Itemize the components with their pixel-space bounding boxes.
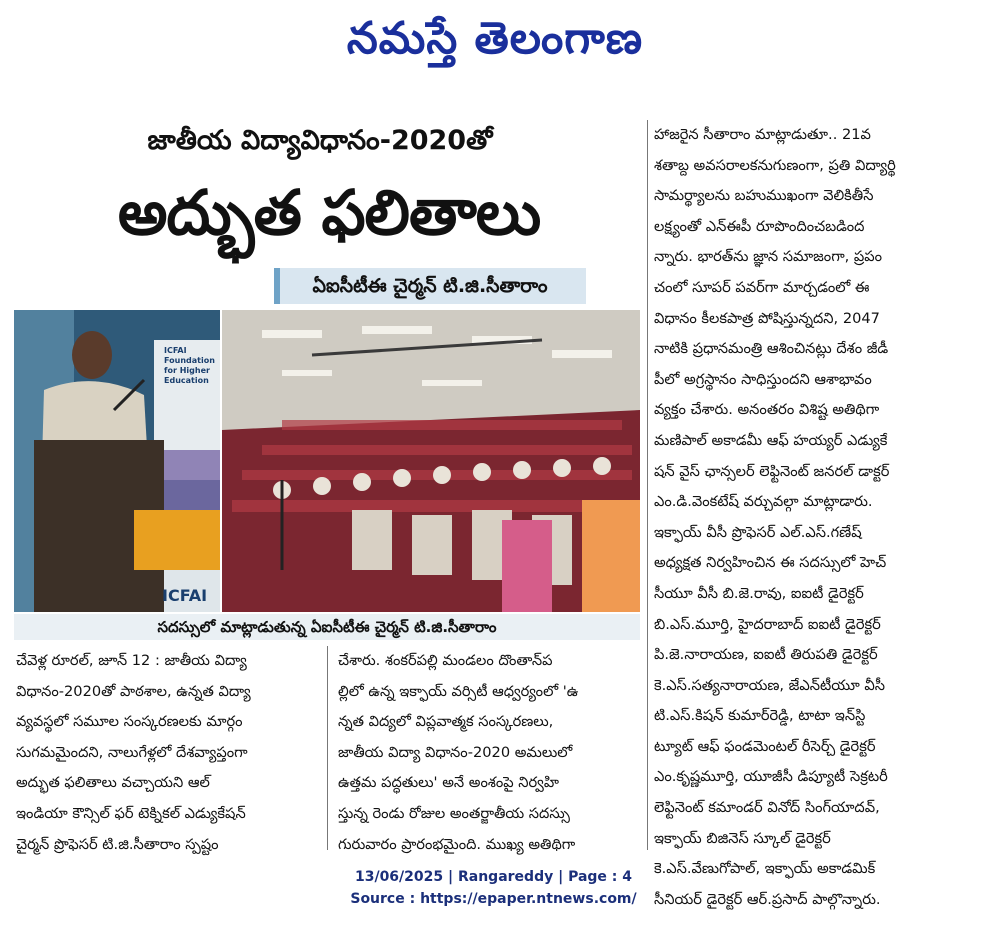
footer-source: Source : https://epaper.ntnews.com/	[350, 891, 637, 907]
article-text-line: స్తున్న రెండు రోజుల అంతర్జాతీయ సదస్సు	[338, 804, 570, 822]
article-text-line: సుగమమైందని, నాలుగేళ్లలో దేశవ్యాప్తంగా	[16, 743, 248, 761]
article-text-line: హాజరైన సీతారాం మాట్లాడుతూ.. 21వ	[654, 126, 871, 143]
article-text-line: నాటికి ప్రధానమంత్రి ఆశించినట్లు దేశం జీడీ	[654, 340, 889, 358]
article-text-line: చైర్మన్ ప్రొఫెసర్ టి.జి.సీతారాం స్పష్టం	[16, 835, 219, 853]
audience-illustration	[222, 310, 640, 612]
article-text-line: న్నారు. భారత్‌ను జ్ఞాన సమాజంగా, ప్రపం	[654, 248, 883, 266]
article-text-line: పీలో అగ్రస్థానం సాధిస్తుందని ఆశాభావం	[654, 370, 872, 388]
newspaper-masthead: నమస్తే తెలంగాణ	[346, 13, 644, 64]
article-text-line: వ్యక్తం చేశారు. అనంతరం విశిష్ట అతిథిగా	[654, 401, 880, 419]
article-text-line: జాతీయ విద్యా విధానం-2020 అమలులో	[338, 743, 573, 761]
article-text-line: ల్లిలో ఉన్న ఇక్ఫాయ్ వర్సిటీ ఆధ్వర్యంలో 'ఉ	[338, 682, 579, 700]
article-text-line: విధానం-2020తో పాఠశాల, ఉన్నత విద్యా	[16, 682, 251, 700]
article-column-3	[654, 120, 970, 915]
article-text-line: ఇక్ఫాయ్ బిజినెస్ స్కూల్ డైరెక్టర్	[654, 829, 831, 847]
article-text-line: చంలో సూపర్ పవర్‌గా మార్చడంలో ఈ	[654, 278, 870, 296]
article-text-line: శతాబ్ద అవసరాలకనుగుణంగా, ప్రతి విద్యార్థి	[654, 156, 896, 174]
article-text-line: చేవెళ్ల రూరల్, జూన్ 12 : జాతీయ విద్యా	[16, 652, 247, 669]
article-text-line: బి.ఎస్.మూర్తి, హైదరాబాద్ ఐఐటీ డైరెక్టర్	[654, 615, 881, 633]
article-text-line: ఇండియా కౌన్సిల్ ఫర్ టెక్నికల్ ఎడ్యుకేషన్	[16, 804, 246, 822]
article-subhead: ఏఐసీటీఈ చైర్మన్ టి.జి.సీతారాం	[312, 275, 548, 297]
article-column-2	[338, 646, 642, 860]
photo-caption: సదస్సులో మాట్లాడుతున్న ఏఐసీటీఈ చైర్మన్ టి.జి.సీతారాం	[14, 614, 640, 640]
article-text-line: అద్భుత ఫలితాలు వచ్చాయని ఆల్	[16, 774, 210, 792]
article-text-line: ట్యూట్ ఆఫ్ ఫండమెంటల్ రీసెర్చ్ డైరెక్టర్	[654, 737, 876, 755]
article-text-line: విధానం కీలకపాత్ర పోషిస్తున్నదని, 2047	[654, 309, 880, 327]
article-text-line: వ్యవస్థలో సమూల సంస్కరణలకు మార్గం	[16, 713, 243, 731]
article-text-line: సీయూ వీసీ బి.జె.రావు, ఐఐటీ డైరెక్టర్	[654, 584, 864, 602]
article-kicker: జాతీయ విద్యావిధానం-2020తో	[147, 125, 493, 156]
column-divider	[327, 646, 328, 850]
article-text-line: కె.ఎస్.వేణుగోపాల్, ఇక్ఫాయ్ అకాడమిక్	[654, 860, 876, 878]
photo-sign-short-text: ICFAI	[162, 586, 208, 605]
article-text-line: ఉత్తమ పద్ధతులు' అనే అంశంపై నిర్వహి	[338, 774, 559, 792]
article-text-line: మణిపాల్ అకాడమీ ఆఫ్ హయ్యర్ ఎడ్యుకే	[654, 431, 888, 449]
speaker-photo	[14, 310, 220, 612]
footer-date-edition: 13/06/2025 | Rangareddy | Page : 4	[354, 869, 633, 885]
article-text-line: గురువారం ప్రారంభమైంది. ముఖ్య అతిథిగా	[338, 835, 576, 853]
article-column-1	[16, 646, 322, 860]
article-headline: అద్భుత ఫలితాలు	[117, 176, 541, 249]
article-text-line: పి.జె.నారాయణ, ఐఐటీ తిరుపతి డైరెక్టర్	[654, 646, 878, 664]
article-text-line: ఎం.డి.వెంకటేష్ వర్చువల్గా మాట్లాడారు.	[654, 493, 873, 511]
article-text-line: అధ్యక్షత నిర్వహించిన ఈ సదస్సులో హెచ్	[654, 554, 887, 572]
article-text-line: న్నత విద్యలో విప్లవాత్మక సంస్కరణలు,	[338, 713, 554, 731]
article-text-line: లెఫ్టినెంట్ కమాండర్ వినోద్ సింగ్‌యాదవ్,	[654, 799, 880, 817]
audience-photo	[222, 310, 640, 612]
article-text-line: సీనియర్ డైరెక్టర్ ఆర్.ప్రసాద్ పాల్గొన్నారు.	[654, 890, 881, 908]
article-text-line: షన్ వైస్ ఛాన్సలర్ లెఫ్టినెంట్ జనరల్ డాక్టర్	[654, 462, 890, 480]
article-text-line: చేశారు. శంకర్‌పల్లి మండలం దొంతాన్‌ప	[338, 652, 553, 669]
photo-sign-text: ICFAI Foundation for Higher Education	[164, 346, 215, 385]
article-text-line: టి.ఎస్.కిషన్ కుమార్‌రెడ్డి, టాటా ఇన్‌స్టి	[654, 707, 866, 725]
article-text-line: లక్ష్యంతో ఎన్‌ఈపీ రూపొందించబడింద	[654, 217, 865, 235]
article-text-line: సామర్థ్యాలను బహుముఖంగా వెలికితీసే	[654, 187, 874, 205]
article-text-line: ఎం.కృష్ణమూర్తి, యూజీసీ డిప్యూటీ సెక్రటరీ	[654, 768, 888, 786]
article-text-line: కె.ఎస్.సత్యనారాయణ, జేఎన్‌టీయూ వీసీ	[654, 676, 885, 694]
column-divider	[647, 120, 648, 850]
article-text-line: ఇక్ఫాయ్ వీసీ ప్రొఫెసర్ ఎల్.ఎస్.గణేష్	[654, 523, 862, 541]
